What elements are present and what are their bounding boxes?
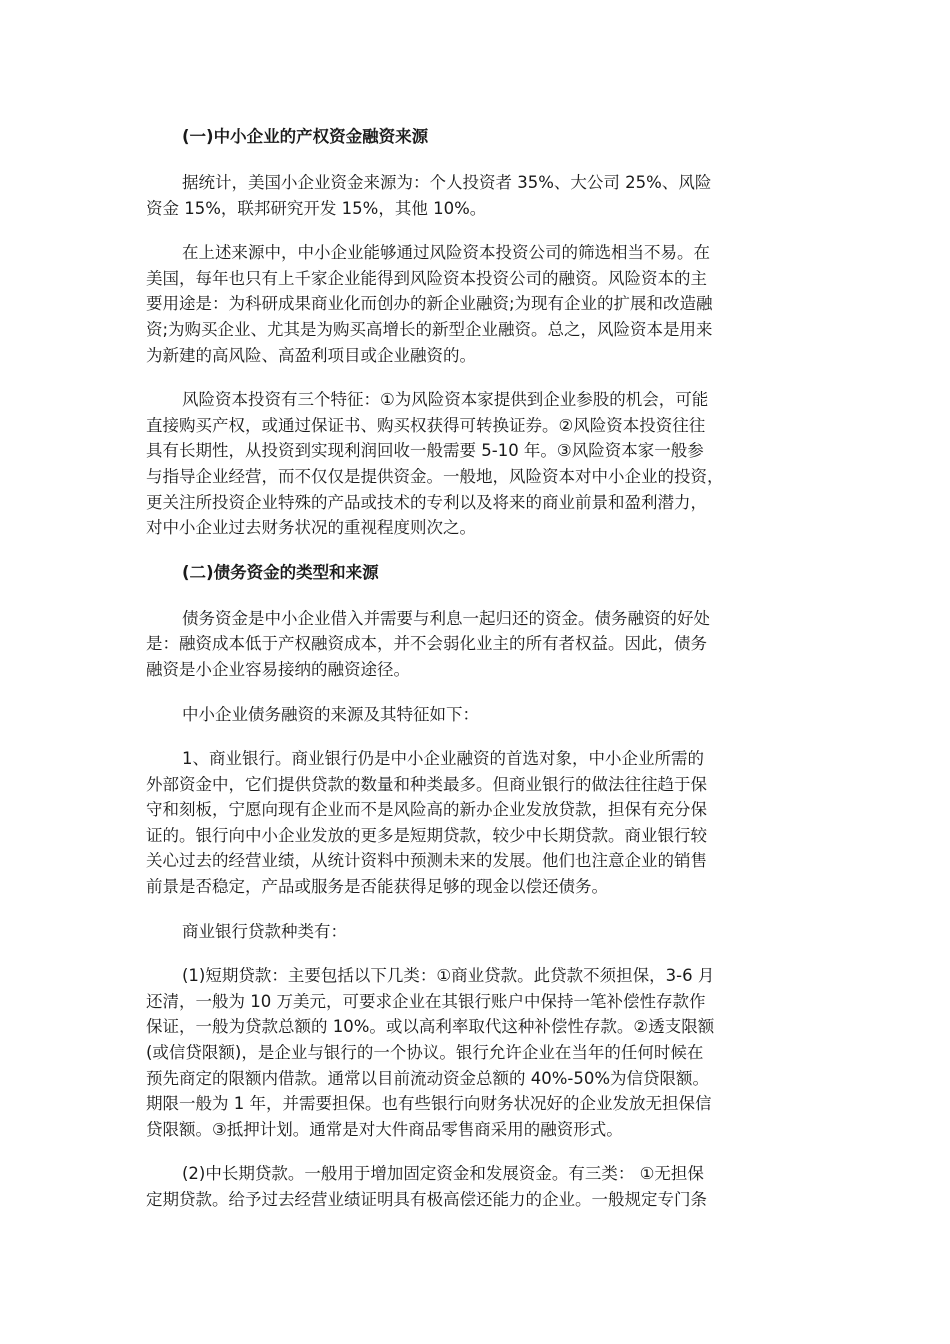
paragraph-short-term-loans: (1)短期贷款：主要包括以下几类：①商业贷款。此贷款不须担保，3-6 月 还清，一般为 10 万美元，可要求企业在其银行账户中保持一笔补偿性存款作 保证，一般为贷款总额的 10%。或以高利率取代这种补偿性存款。②透支限额 (或信贷限额)，是企业与银行的一个协议。银行允许企业在当年的任何时候在 预先商定的限额内借款。通常以目前流动资金总额的 40%-50%为信贷限额。 期限一般为 1 年，并需要担保。也有些银行向财务状况好的企业发放无担保信 贷限额。③抵押计划。通常是对大件商品零售商采用的融资形式。 — [146, 966, 715, 1139]
paragraph-funding-sources-stats: 据统计，美国小企业资金来源为：个人投资者 35%、大公司 25%、风险 资金 15%，联邦研究开发 15%，其他 10%。 — [146, 173, 712, 218]
paragraph-commercial-banks: 1、商业银行。商业银行仍是中小企业融资的首选对象，中小企业所需的 外部资金中，它们提供贷款的数量和种类最多。但商业银行的做法往往趋于保 守和刻板，宁愿向现有企业而不是风险高的新办企业发放贷款，担保有充分保 证的。银行向中小企业发放的更多是短期贷款，较少中长期贷款。商业银行较 关心过去的经营业绩，从统计资料中预测未来的发展。他们也注意企业的销售 前景是否稳定，产品或服务是否能获得足够的现金以偿还债务。 — [146, 749, 707, 897]
section-heading-debt: (二)债务资金的类型和来源 — [182, 562, 379, 582]
paragraph-loan-types-intro: 商业银行贷款种类有： — [182, 921, 347, 941]
paragraph-debt-definition: 债务资金是中小企业借入并需要与利息一起归还的资金。债务融资的好处 是：融资成本低于产权融资成本，并不会弱化业主的所有者权益。因此，债务 融资是小企业容易接纳的融资途径。 — [146, 608, 710, 679]
paragraph-venture-capital-use: 在上述来源中，中小企业能够通过风险资本投资公司的筛选相当不易。在 美国，每年也只有上千家企业能得到风险资本投资公司的融资。风险资本的主 要用途是：为科研成果商业化而创办的新企业融资;为现有企业的扩展和改造融 资;为购买企业、尤其是为购买高增长的新型企业融资。总之，风险资本是用来 为新建的高风险、高盈利项目或企业融资的。 — [146, 243, 713, 365]
paragraph-long-term-loans: (2)中长期贷款。一般用于增加固定资金和发展资金。有三类： ①无担保 定期贷款。给予过去经营业绩证明具有极高偿还能力的企业。一般规定专门条 — [146, 1164, 707, 1209]
document-page — [146, 124, 802, 1232]
paragraph-debt-sources-intro: 中小企业债务融资的来源及其特征如下： — [182, 704, 479, 724]
paragraph-venture-capital-features: 风险资本投资有三个特征：①为风险资本家提供到企业参股的机会，可能 直接购买产权，或通过保证书、购买权获得可转换证券。②风险资本投资往往 具有长期性，从投资到实现利润回收一般需要 5-10 年。③风险资本家一般参 与指导企业经营，而不仅仅是提供资金。一般地，风险资本对中小企业的投资， 更关注所投资企业特殊的产品或技术的专利以及将来的商业前景和盈利潜力， 对中小企业过去财务状况的重视程度则次之。 — [146, 390, 724, 538]
section-heading-equity: (一)中小企业的产权资金融资来源 — [182, 127, 429, 146]
